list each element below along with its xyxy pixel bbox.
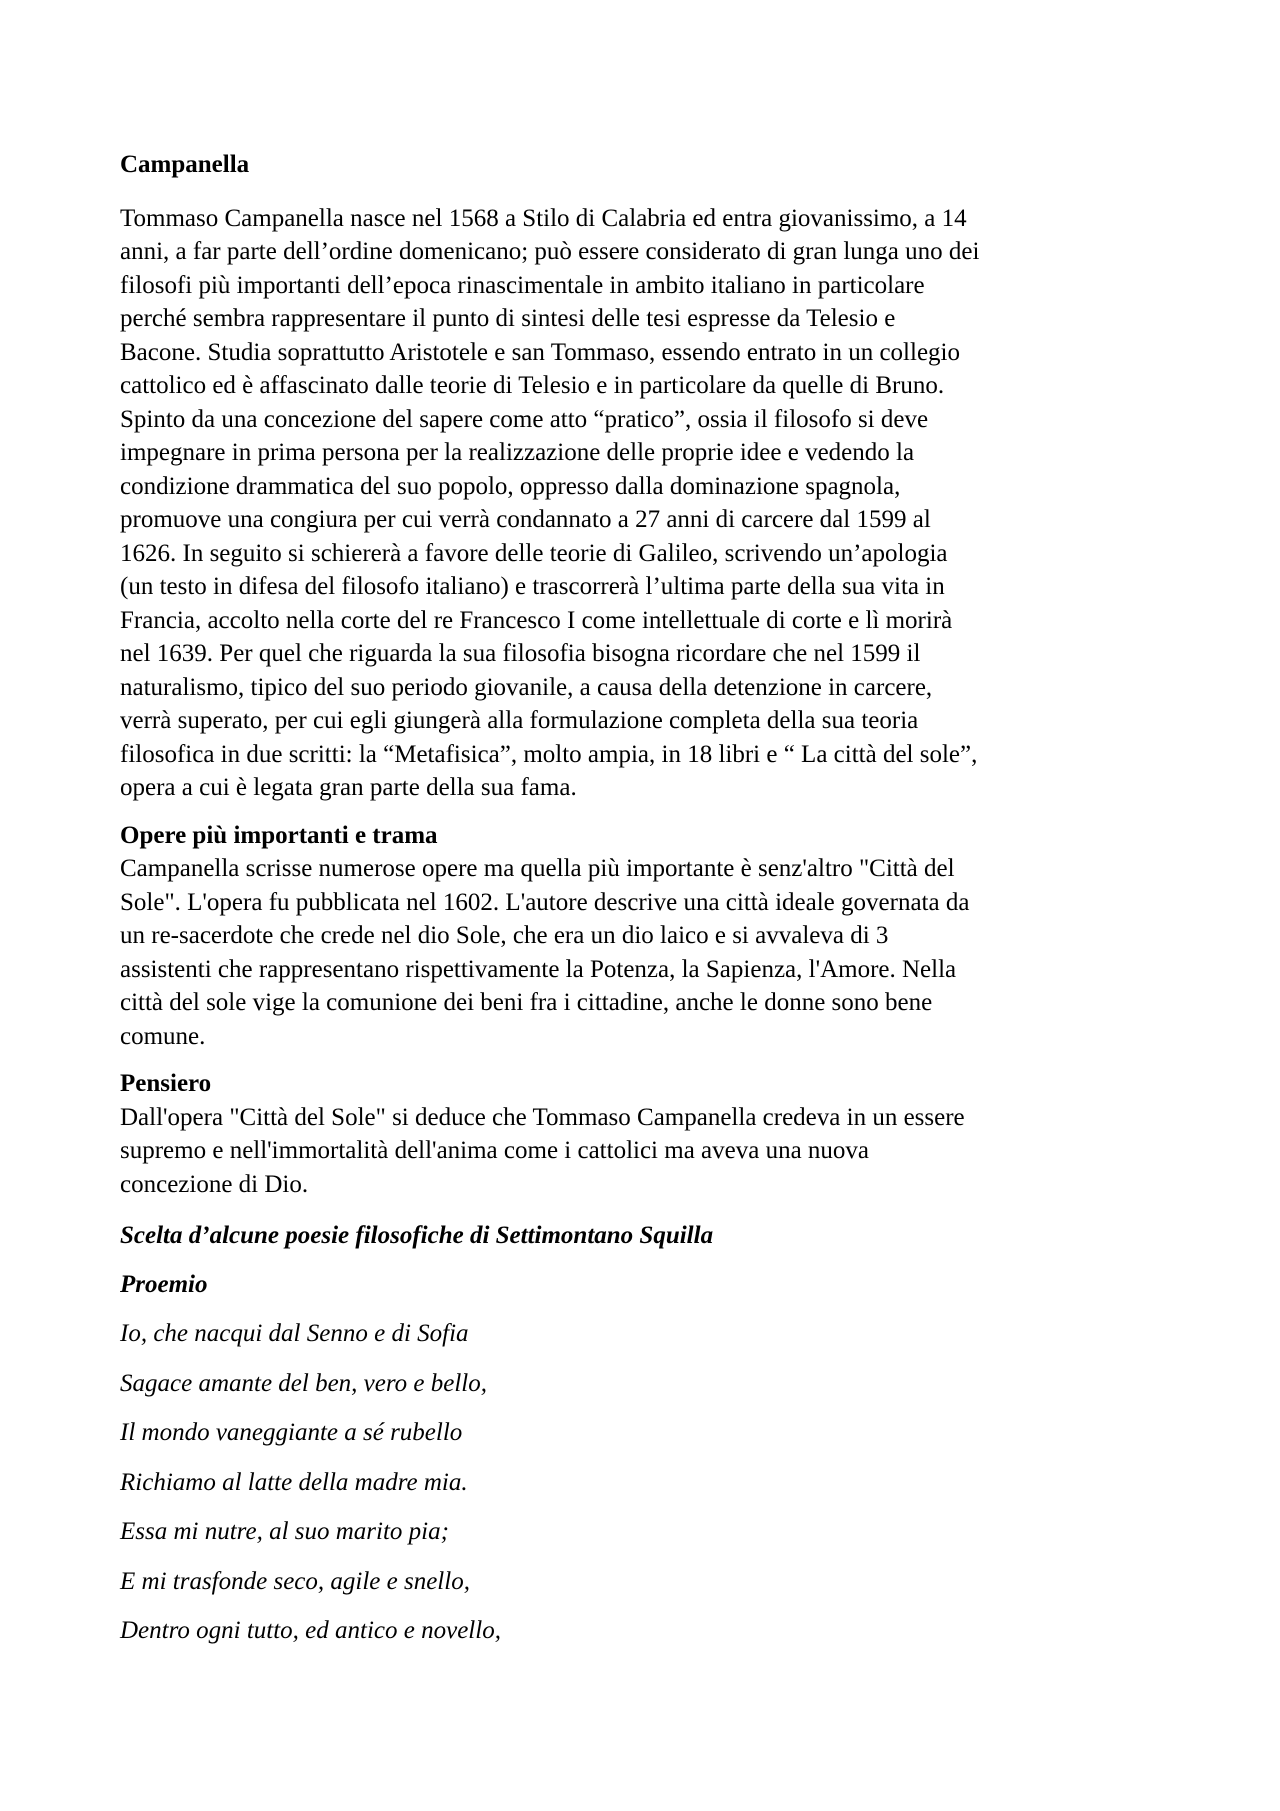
intro-paragraph xyxy=(120,202,1180,805)
thought-section xyxy=(120,1067,1180,1201)
paragraph-line: nel 1639. Per quel che riguarda la sua filosofia bisogna ricordare che nel 1599 il xyxy=(120,640,921,667)
paragraph-line: opera a cui è legata gran parte della sua fama. xyxy=(120,774,577,801)
paragraph-line: condizione drammatica del suo popolo, oppresso dalla dominazione spagnola, xyxy=(120,472,901,500)
paragraph-line: perché sembra rappresentare il punto di sintesi delle tesi espresse da Telesio e xyxy=(120,305,896,332)
poem-line: Essa mi nutre, al suo marito pia; xyxy=(120,1518,449,1545)
poem-line: Il mondo vaneggiante a sé rubello xyxy=(120,1419,463,1446)
paragraph-line: anni, a far parte dell’ordine domenicano; può essere considerato di gran lunga uno dei xyxy=(120,238,980,265)
selection-heading: Scelta d’alcune poesie filosofiche di Settimontano Squilla xyxy=(120,1222,714,1249)
paragraph-line: 1626. In seguito si schiererà a favore delle teorie di Galileo, scrivendo un’apologia xyxy=(120,539,948,567)
works-heading: Opere più importanti e trama xyxy=(120,821,438,849)
paragraph-line: impegnare in prima persona per la realizzazione delle proprie idee e vedendo la xyxy=(120,439,915,466)
paragraph-line: supremo e nell'immortalità dell'anima come i cattolici ma aveva una nuova xyxy=(120,1137,870,1164)
poem-line: Richiamo al latte della madre mia. xyxy=(120,1468,468,1496)
poem-heading: Proemio xyxy=(120,1270,208,1298)
document-title: Campanella xyxy=(120,151,250,178)
paragraph-line: Campanella scrisse numerose opere ma quella più importante è senz'altro "Città del xyxy=(120,855,955,882)
selection-section xyxy=(120,1219,1180,1648)
poem-line: E mi trasfonde seco, agile e snello, xyxy=(120,1567,470,1595)
paragraph-line: filosofica in due scritti: la “Metafisica”, molto ampia, in 18 libri e “ La città del sole”, xyxy=(120,740,978,768)
poem-line: Io, che nacqui dal Senno e di Sofia xyxy=(120,1320,469,1347)
paragraph-line: assistenti che rappresentano rispettivamente la Potenza, la Sapienza, l'Amore. Nella xyxy=(120,955,957,983)
paragraph-line: Dall'opera "Città del Sole" si deduce che Tommaso Campanella credeva in un essere xyxy=(120,1103,965,1131)
paragraph-line: promuove una congiura per cui verrà condannato a 27 anni di carcere dal 1599 al xyxy=(120,506,931,533)
poem-line: Dentro ogni tutto, ed antico e novello, xyxy=(120,1617,501,1644)
paragraph-line: Spinto da una concezione del sapere come atto “pratico”, ossia il filosofo si deve xyxy=(120,405,929,433)
paragraph-line: (un testo in difesa del filosofo italiano) e trascorrerà l’ultima parte della sua vita in xyxy=(120,573,945,600)
paragraph-line: verrà superato, per cui egli giungerà alla formulazione completa della sua teoria xyxy=(120,707,919,734)
paragraph-line: città del sole vige la comunione dei beni fra i cittadine, anche le donne sono bene xyxy=(120,989,933,1016)
thought-heading: Pensiero xyxy=(120,1070,212,1097)
paragraph-line: Tommaso Campanella nasce nel 1568 a Stilo di Calabria ed entra giovanissimo, a 14 xyxy=(120,204,967,232)
paragraph-line: Bacone. Studia soprattutto Aristotele e san Tommaso, essendo entrato in un collegio xyxy=(120,338,960,366)
paragraph-line: concezione di Dio. xyxy=(120,1170,309,1198)
document-page xyxy=(120,148,1180,1664)
poem-line: Sagace amante del ben, vero e bello, xyxy=(120,1369,488,1397)
paragraph-line: cattolico ed è affascinato dalle teorie di Telesio e in particolare da quelle di Bruno. xyxy=(120,372,945,399)
works-section xyxy=(120,819,1180,1054)
paragraph-line: un re-sacerdote che crede nel dio Sole, che era un dio laico e si avvaleva di 3 xyxy=(120,922,889,949)
paragraph-line: Sole". L'opera fu pubblicata nel 1602. L'autore descrive una città ideale governata da xyxy=(120,888,970,916)
paragraph-line: naturalismo, tipico del suo periodo giovanile, a causa della detenzione in carcere, xyxy=(120,673,933,701)
paragraph-line: filosofi più importanti dell’epoca rinascimentale in ambito italiano in particolare xyxy=(120,271,925,299)
paragraph-line: Francia, accolto nella corte del re Francesco I come intellettuale di corte e lì morirà xyxy=(120,606,953,634)
paragraph-line: comune. xyxy=(120,1022,206,1050)
